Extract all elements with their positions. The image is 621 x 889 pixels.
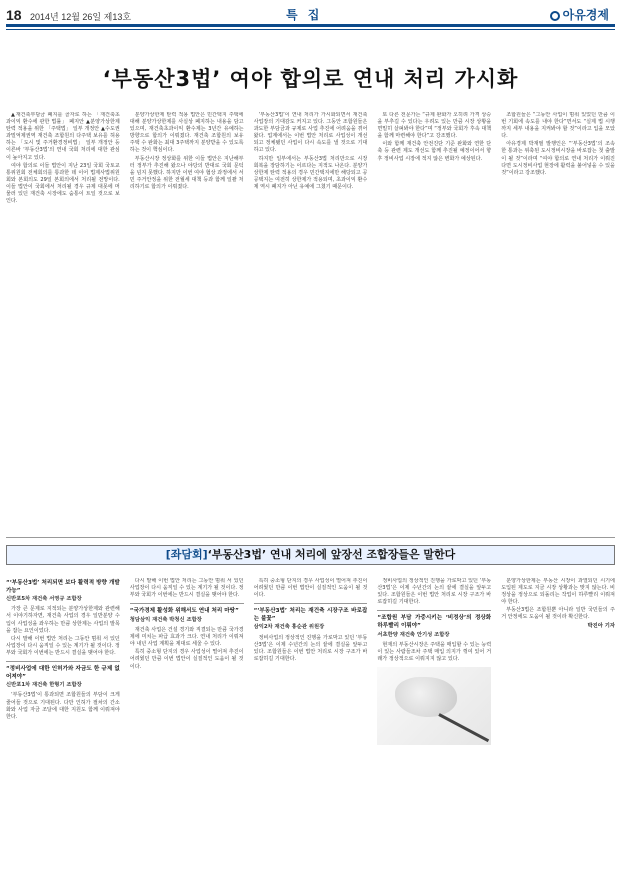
logo-icon: [550, 11, 560, 21]
quote-speaker: 신반포1차 재건축 한형기 조합장: [6, 682, 82, 689]
pen-image: [439, 713, 490, 742]
quote-speaker: 청담삼익 재건축 박청신 조합장: [129, 616, 202, 623]
roundtable-tag: [좌담회]: [165, 548, 208, 561]
page-number: 18: [6, 7, 22, 23]
quote-speaker: 서초한양 재건축 안기성 조합장: [377, 631, 450, 638]
quote-speaker: 삼익2차 재건축 홍순관 위원장: [253, 624, 325, 631]
paragraph: ‘부동산3법’이 연내 처리가 가시화되면서 재건축 사업장의 기대감도 커지고 있다. 그동안 조합원들은 과도한 부담금과 규제로 사업 추진에 어려움을 겪어 왔다. 업계에서는 이번 법안 처리로 사업성이 개선되고 정체됐던 사업이 다시 속도를 낼 것으로 기대하고 있다.: [253, 112, 368, 154]
paragraph: 조합원들은 “그동안 사업이 멈춰 있었던 만큼 이번 기회에 속도를 내야 한다”면서도 “실제 법 시행까지 세부 내용을 지켜봐야 할 것”이라고 입을 모았다.: [501, 112, 615, 140]
paragraph: 분양가상한제 탄력 적용 법안은 민간택지 주택에 대해 분양가상한제를 사실상 폐지하는 내용을 담고 있으며, 재건축초과이익 환수제는 3년간 유예하는 방향으로 합의가 이뤄졌다. 재건축 조합원의 보유 주택 수 완화는 최대 3주택까지 분양받을 수 있도록 하는 것이 핵심이다.: [129, 112, 244, 154]
paragraph: 이와 함께 재건축 안전진단 기준 완화와 연한 단축 등 관련 제도 개선도 함께 추진될 예정이어서 향후 정비사업 시장에 적지 않은 변화가 예상된다.: [377, 141, 492, 162]
paragraph: 분양가상한제는 부동산 시장이 과열되던 시기에 도입된 제도로 지금 시장 상황과는 맞지 않는다. 비정상을 정상으로 되돌리는 작업이 하루빨리 이뤄져야 한다.: [501, 578, 615, 606]
paragraph: 다시 말해 이번 법안 처리는 그동안 멈춰 서 있던 사업장이 다시 움직일 수 있는 계기가 될 것이다. 정부와 국회가 이번에는 반드시 결실을 맺어야 한다.: [129, 578, 244, 599]
roundtable-title: ‘부동산3법’ 연내 처리에 앞장선 조합장들은 말한다: [207, 548, 456, 561]
article-body: [6, 112, 615, 522]
quote-divider: [130, 603, 244, 604]
quote-heading: “‘부동산3법’ 처리되면 보다 활력적 방향 개발 가능”: [6, 580, 120, 594]
section-divider: [6, 537, 615, 538]
quote-divider: [6, 661, 120, 662]
quote-divider: [377, 610, 491, 611]
article-column-4: [377, 112, 491, 522]
roundtable-body: [6, 578, 615, 878]
article-column-3: [254, 112, 368, 522]
article-column-5: [501, 112, 615, 522]
paragraph: 하지만 일부에서는 부동산3법 처리만으로 시장 회복을 장담하기는 이르다는 지적도 나온다. 분양가상한제 탄력 적용의 경우 민간택지에만 해당되고 공공택지는 여전히 상한제가 적용되며, 초과이익 환수제 역시 폐지가 아닌 유예에 그쳤기 때문이다.: [253, 155, 368, 190]
paragraph: 또 다른 전문가는 “규제 완화가 오히려 가격 상승을 부추길 수 있다는 우려도 있는 만큼 시장 상황을 면밀히 살펴봐야 한다”며 “정부와 국회가 후속 대책을 함께 마련해야 한다”고 강조했다.: [377, 112, 492, 140]
paragraph: 현재의 부동산시장은 주택을 매입할 수 있는 능력이 있는 사람들조차 주택 매입 의지가 꺾여 있어 거래가 정상적으로 이뤄지지 않고 있다.: [377, 641, 492, 662]
paragraph: 아유경제 박재필 발행인은 “‘부동산3법’의 조속한 통과는 위축된 도시정비시장을 바로잡는 첫 출발이 될 것”이라며 “여야 합의로 연내 처리가 이뤄진다면 도시정비사업 현장에 활력을 불어넣을 수 있을 것”이라고 강조했다.: [501, 141, 615, 176]
paragraph: 재건축 사업은 건설 경기와 직결되는 만큼 국가경제에 미치는 파급 효과가 크다. 연내 처리가 이뤄져야 내년 사업 계획을 제대로 세울 수 있다.: [129, 627, 244, 648]
paragraph: 가장 큰 문제로 지적되는 분양가상한제와 관련해서 이야기하자면, 재건축 사업의 경우 일반분양 수입이 사업성을 좌우하는 만큼 상한제는 사업의 발목을 잡는 요인이었다.: [6, 606, 120, 634]
paragraph: 다시 말해 이번 법안 처리는 그동안 멈춰 서 있던 사업장이 다시 움직일 수 있는 계기가 될 것이다. 정부와 국회가 이번에는 반드시 결실을 맺어야 한다.: [6, 635, 120, 656]
hand-image: [395, 677, 457, 717]
reporter-byline: 박진아 기자: [587, 622, 615, 629]
page-header: [0, 0, 621, 40]
paragraph: ‘부동산3법’이 통과되면 조합원들의 부담이 크게 줄어들 것으로 기대된다. 다만 인허가 절차의 간소화와 사업 자금 조달에 대한 지원도 함께 이뤄져야 한다.: [6, 692, 120, 720]
quote-divider: [254, 603, 368, 604]
issue-date: 2014년 12월 26일 제13호: [30, 12, 132, 22]
paragraph: 정비사업의 정상적인 진행을 가로막고 있던 ‘부동산3법’은 이제 수년간의 논의 끝에 결실을 앞두고 있다. 조합원들은 이번 법안 처리로 시장 구조가 바로잡히길 기대한다.: [377, 578, 492, 606]
paragraph: 부동산3법은 조합원뿐 아니라 일반 국민들의 주거 안정에도 도움이 될 것이라 확신한다.: [501, 607, 615, 621]
roundtable-banner: [6, 545, 615, 565]
paper-name: 아유경제: [562, 8, 609, 22]
header-rule: [6, 24, 615, 27]
paragraph: 정비사업의 정상적인 진행을 가로막고 있던 ‘부동산3법’은 이제 수년간의 논의 끝에 결실을 앞두고 있다. 조합원들은 이번 법안 처리로 시장 구조가 바로잡히길 기대한다.: [253, 634, 368, 662]
roundtable-column-1: [6, 578, 120, 878]
paragraph: ▲재건축부담금 폐지를 골자로 하는 「재건축초과이익 환수에 관한 법률」 폐지안 ▲분양가상한제 탄력 적용을 위한 「주택법」 일부 개정안 ▲수도권 과밀억제권역 재건축 조합원의 다주택 보유를 허용하는 「도시 및 주거환경정비법」 일부 개정안 등 이른바 ‘부동산3법’의 연내 국회 처리에 대한 관심이 높아지고 있다.: [6, 112, 120, 161]
paragraph: 특히 중소형 단지의 경우 사업성이 떨어져 추진이 어려웠던 만큼 이번 법안이 실질적인 도움이 될 것이다.: [129, 649, 244, 670]
roundtable-column-2: [130, 578, 244, 878]
quote-heading: “‘부동산3법’ 처리는 재건축 시장구조 바로잡는 불꽃”: [253, 608, 368, 622]
roundtable-column-4: [377, 578, 491, 878]
quote-speaker: 신반포5차 재건축 서영규 조합장: [6, 596, 82, 603]
section-title: 특 집: [286, 8, 323, 22]
article-headline: ‘부동산3법’ 여야 합의로 연내 처리 가시화: [102, 67, 519, 91]
quote-heading: “정비사업에 대한 인허가와 자금도 한 규제 없어져야”: [6, 666, 120, 680]
article-column-1: [6, 112, 120, 522]
paragraph: 여야 합의로 이들 법안이 지난 23일 국회 국토교통위원회 전체회의를 통과한 데 이어 법제사법위원회와 본회의도 29일 본회의에서 처리될 전망이다. 이들 법안이 국회에서 처리될 경우 규제 대못에 머물러 있던 재건축 시장에도 숨통이 트일 것으로 보인다.: [6, 162, 120, 205]
article-column-2: [130, 112, 244, 522]
header-rule-thin: [6, 29, 615, 30]
roundtable-column-3: [254, 578, 368, 878]
quote-heading: “국가경제 활성화 위해서도 연내 처리 마땅”: [129, 608, 239, 615]
quote-heading: “조합원 부담 가중시키는 ‘비정상’의 정상화 하루빨리 이뤄야”: [377, 615, 492, 629]
masthead-logo: [550, 6, 609, 23]
paragraph: 부동산시장 정상화를 위한 이들 법안은 지난해부터 정부가 추진해 왔으나 야당의 반대로 국회 문턱을 넘지 못했다. 하지만 이번 여야 협상 과정에서 서민 주거안정을 위한 전월세 대책 등과 함께 일괄 처리하기로 합의가 이뤄졌다.: [129, 155, 244, 190]
hand-writing-photo: [377, 667, 491, 745]
roundtable-column-5: [501, 578, 615, 878]
paragraph: 특히 중소형 단지의 경우 사업성이 떨어져 추진이 어려웠던 만큼 이번 법안이 실질적인 도움이 될 것이다.: [253, 578, 368, 599]
